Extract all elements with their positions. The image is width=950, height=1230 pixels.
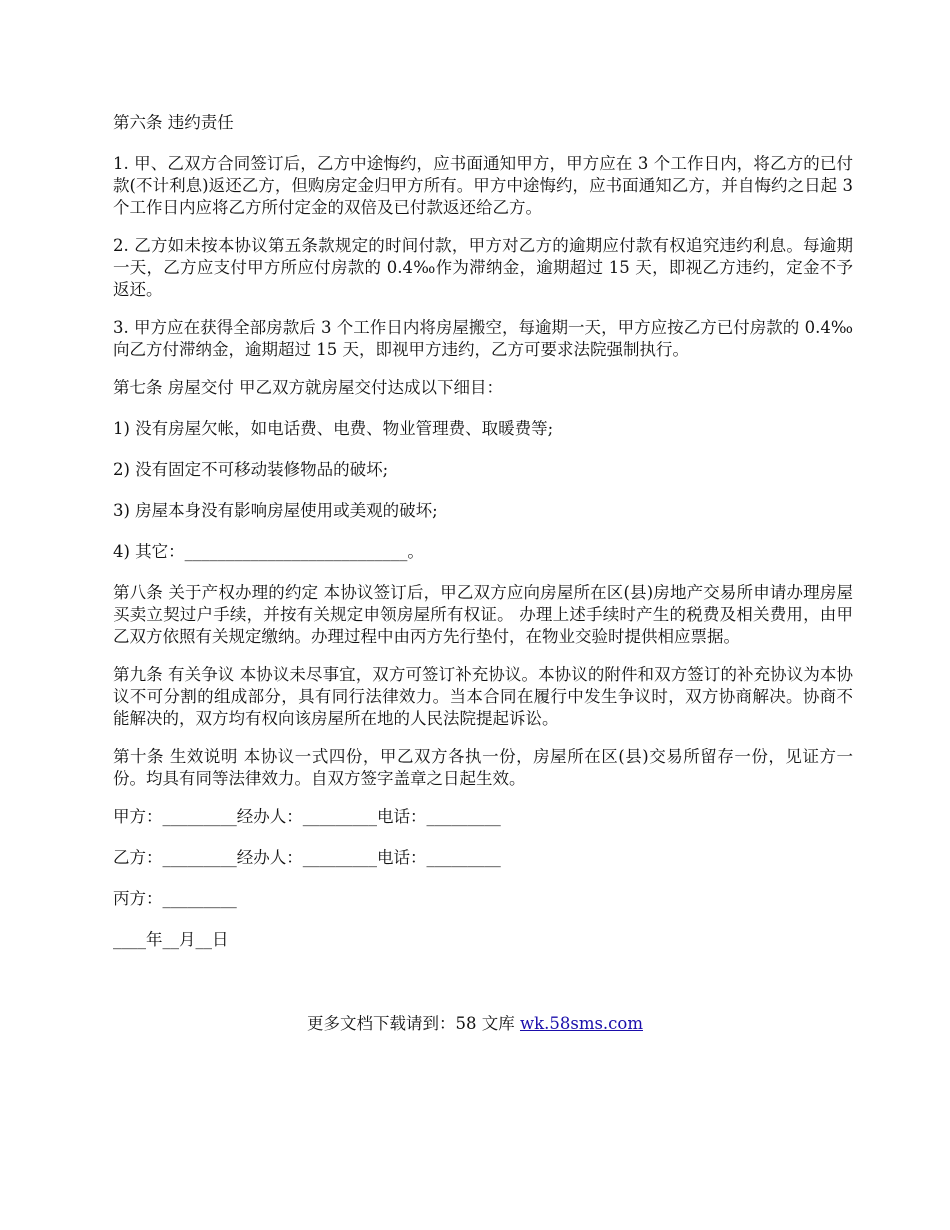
article-7-item-1: 1) 没有房屋欠帐，如电话费、电费、物业管理费、取暖费等; [113,419,554,438]
article-7-item-3: 3) 房屋本身没有影响房屋使用或美观的破坏; [113,501,438,520]
article-7-item-4: 4) 其它：___________________________。 [113,542,424,561]
article-7-heading: 第七条 房屋交付 甲乙双方就房屋交付达成以下细目： [113,378,503,397]
document-body [113,112,853,970]
signature-line-party-c: 丙方：_________ [113,889,237,908]
date-line: ____年__月__日 [113,930,229,949]
footer [0,1013,950,1035]
article-9: 第九条 有关争议 本协议未尽事宜，双方可签订补充协议。本协议的附件和双方签订的补充协议为本协议不可分割的组成部分，具有同行法律效力。当本合同在履行中发生争议时，双方协商解决。协商不能解决的，双方均有权向该房屋所在地的人民法院提起诉讼。 [113,665,853,728]
signature-line-party-a: 甲方：_________经办人：_________电话：_________ [113,807,501,826]
article-7-item-2: 2) 没有固定不可移动装修物品的破坏; [113,460,389,479]
footer-link[interactable]: wk.58sms.com [519,1014,643,1033]
article-8: 第八条 关于产权办理的约定 本协议签订后，甲乙双方应向房屋所在区(县)房地产交易所申请办理房屋买卖立契过户手续，并按有关规定申领房屋所有权证。 办理上述手续时产生的税费及相关费用，由甲乙双方依照有关规定缴纳。办理过程中由丙方先行垫付，在物业交验时提供相应票据。 [113,583,853,646]
article-6-heading: 第六条 违约责任 [113,113,234,132]
article-6-clause-1: 1. 甲、乙双方合同签订后，乙方中途悔约，应书面通知甲方，甲方应在 3 个工作日内，将乙方的已付款(不计利息)返还乙方，但购房定金归甲方所有。甲方中途悔约，应书面通知乙方，并自悔约之日起 3 个工作日内应将乙方所付定金的双倍及已付款返还给乙方。 [113,154,853,217]
article-10: 第十条 生效说明 本协议一式四份，甲乙双方各执一份，房屋所在区(县)交易所留存一份，见证方一份。均具有同等法律效力。自双方签字盖章之日起生效。 [113,747,853,788]
article-6-clause-2: 2. 乙方如未按本协议第五条款规定的时间付款，甲方对乙方的逾期应付款有权追究违约利息。每逾期一天，乙方应支付甲方所应付房款的 0.4‰作为滞纳金，逾期超过 15 天，即视乙方违约，定金不予返还。 [113,236,853,299]
article-6-clause-3: 3. 甲方应在获得全部房款后 3 个工作日内将房屋搬空，每逾期一天，甲方应按乙方已付房款的 0.4‰向乙方付滞纳金，逾期超过 15 天，即视甲方违约，乙方可要求法院强制执行。 [113,318,853,359]
signature-line-party-b: 乙方：_________经办人：_________电话：_________ [113,848,501,867]
footer-text: 更多文档下载请到：58 文库 [306,1014,520,1033]
